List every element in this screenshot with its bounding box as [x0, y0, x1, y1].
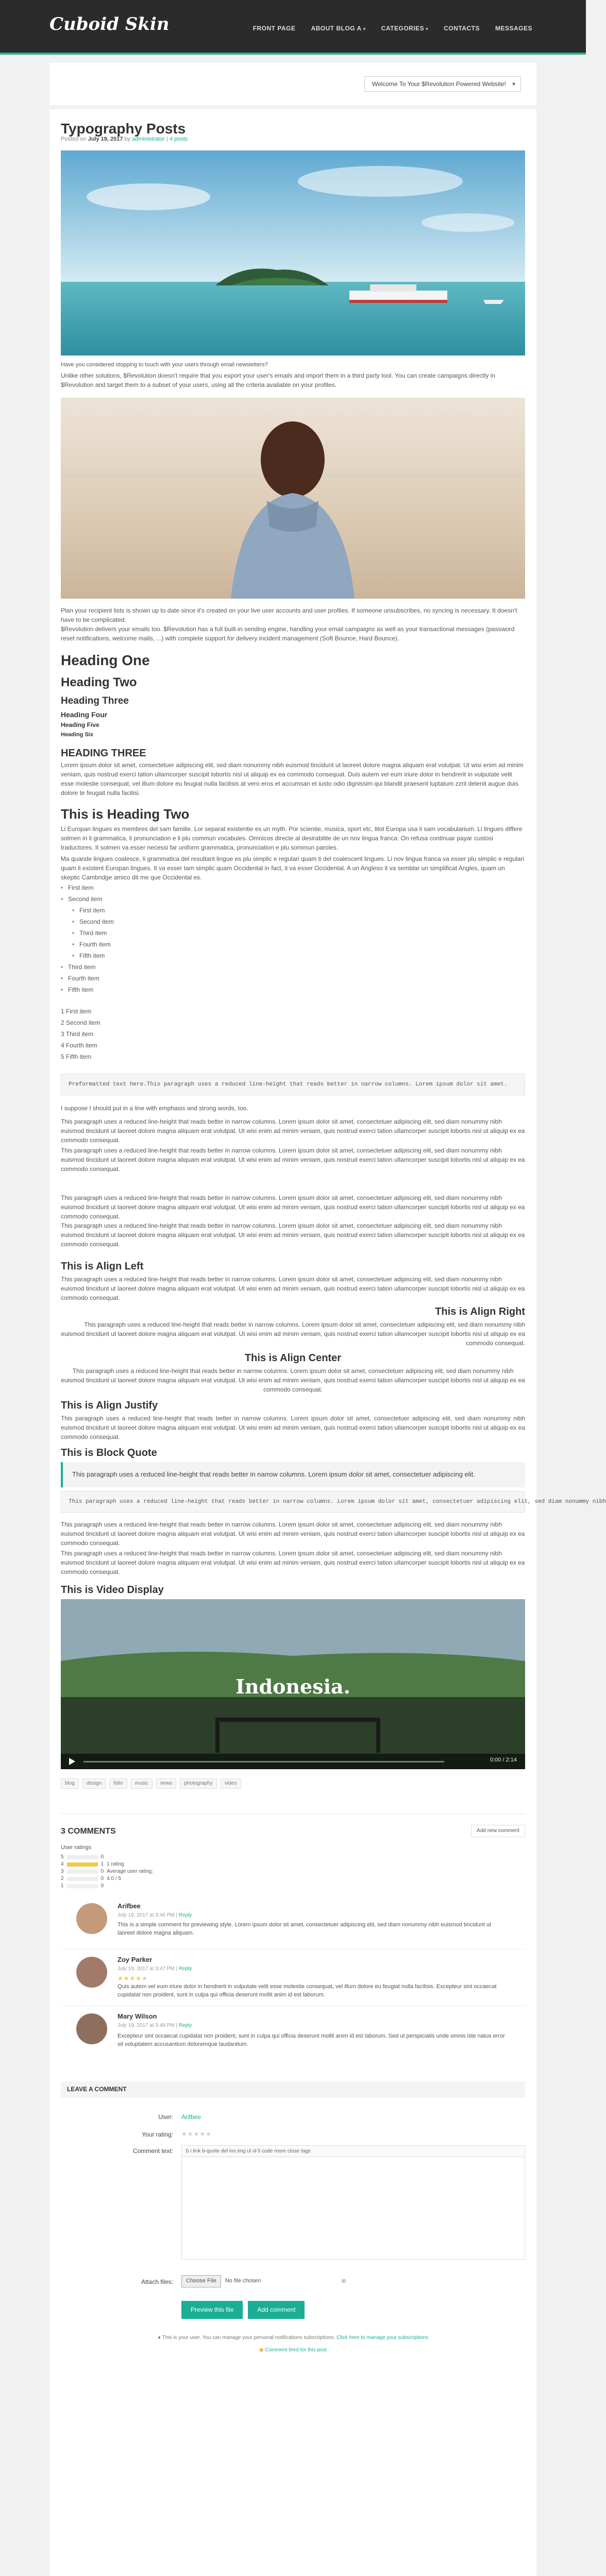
- heading-video-display: This is Video Display: [61, 1584, 164, 1596]
- list-item: 5 Fifth item: [61, 1053, 92, 1060]
- nav-item-contacts[interactable]: CONTACTS: [444, 25, 480, 32]
- align-center-paragraph: This paragraph uses a reduced line-height that reads better in narrow columns. Lorem ipsum dolor sit amet, consectetuer adipiscing elit, sed diam nonummy nibh euismod tincidunt ut laoreet dolore magna aliquam erat volutpat. Ut wisi enim ad minim veniam, quis nostrud exerci tation ullamcorper suscipit lobortis nisl ut aliquip ex ea commodo consequat.: [61, 1367, 525, 1393]
- avatar: [76, 2013, 107, 2044]
- intro-paragraph: Unlike other solutions, $Revolution doesn't require that you export your user's emails and import them in a third party tool. You can create campaigns directly in $Revolution and target them to a subset of your users, using all the criteria available on your profiles.: [61, 372, 496, 388]
- user-value-link[interactable]: Arifbee: [181, 2113, 201, 2121]
- post-meta: Posted on July 19, 2017 by administrator | 4 posts: [61, 136, 188, 142]
- list-item: 1 First item: [61, 1008, 92, 1015]
- ratings-breakdown: 5 0 4 1 1 rating 3 0 Average user rating: 2 0 4.0 / 5 1 0: [61, 1854, 153, 1889]
- preformatted-block-2: This paragraph uses a reduced line-height that reads better in narrow columns. Lorem ipsum dolor sit amet, consectetuer adipiscing elit, sed diam nonummy nibh: [61, 1491, 525, 1513]
- post-author-link[interactable]: administrator: [132, 136, 165, 142]
- comments-section: [49, 1814, 536, 2576]
- comment-item: [61, 2006, 525, 2063]
- subscription-note: ● This is your user. You can manage your personal notifications subscriptions. Click here to manage your subscriptions: [157, 2335, 429, 2341]
- short-paragraph: This paragraph uses a reduced line-height that reads better in narrow columns. Lorem ipsum dolor sit amet, consectetuer adipiscing elit, sed diam nonummy nibh euismod tincidunt ut laoreet dolore magna aliquam erat volutpat. Ut wisi enim ad minim veniam, quis nostrud exerci tation ullamcorper suscipit lobortis nisl ut aliquip ex ea commodo consequat.: [61, 1147, 525, 1173]
- list-item: • First item: [61, 882, 114, 893]
- user-label: User:: [158, 2113, 173, 2121]
- nav-item-about[interactable]: ABOUT BLOG A ▾: [311, 25, 366, 32]
- site-select-dropdown[interactable]: Welcome To Your $Revolution Powered Website! ▾: [364, 76, 521, 92]
- preformatted-block: Preformatted text here.This paragraph uses a reduced line-height that reads better in narrow columns. Lorem ipsum dolor sit amet.: [61, 1074, 525, 1095]
- list-item: • Third item: [72, 927, 114, 939]
- comment-item: [61, 1898, 525, 1950]
- reply-link[interactable]: Reply: [178, 2023, 192, 2028]
- comment-text: Quis autem vel eum iriure dolor in hendrerit in vulputate velit esse molestie consequat, vel illum dolore eu feugiat nulla facilisis. Excepteur sint occaecat cupidatat non proident, sunt in culpa qui officia deserunt mollit anim id est laborum.: [117, 1984, 497, 1998]
- heading-one: Heading One: [61, 652, 150, 668]
- leave-comment-title: LEAVE A COMMENT: [67, 2086, 127, 2093]
- welcome-bar: [49, 63, 536, 105]
- heading-five: Heading Five: [61, 721, 99, 728]
- choose-file-button[interactable]: Choose File: [181, 2275, 221, 2287]
- avatar: [76, 1903, 107, 1934]
- comment-feed: [61, 2346, 525, 2354]
- comment-textarea[interactable]: [181, 2157, 525, 2260]
- comment-actions: [181, 2301, 305, 2319]
- heading-four: Heading Four: [61, 710, 108, 719]
- list-item: 4 Fourth item: [61, 1042, 97, 1049]
- lorem-paragraph-1: Lorem ipsum dolor sit amet, consectetuer adipiscing elit, sed diam nonummy nibh euismod tincidunt ut laoreet dolore magna aliquam erat volutpat. Ut wisi enim ad minim veniam, quis nostrud exerci tation ullamcorper suscipit lobortis nisl ut aliquip ex ea commodo consequat. Duis autem vel eum iriure dolor in hendrerit in vulputate velit esse molestie consequat, vel illum dolore eu feugiat nulla facilisis at vero eros et accumsan et iusto odio dignissim qui blandit praesent luptatum zzril delenit augue duis dolore te feugait nulla facilisi.: [61, 761, 524, 796]
- reply-link[interactable]: Reply: [178, 1966, 192, 1972]
- tag-link[interactable]: video: [221, 1778, 241, 1789]
- tag-link[interactable]: news: [156, 1778, 176, 1789]
- comment-text: This is a simple comment for previewing style. Lorem ipsum dolor sit amet, consectetuer adipiscing elit, sed diam nonummy nibh euismod tincidunt ut laoreet dolore magna aliquam.: [117, 1922, 492, 1936]
- inline-note: I suppose I should put in a line with emphasis and strong words, too.: [61, 1105, 248, 1112]
- comment-list: [61, 1898, 525, 2063]
- align-justify-paragraph: This paragraph uses a reduced line-height that reads better in narrow columns. Lorem ipsum dolor sit amet, consectetuer adipiscing elit, sed diam nonummy nibh euismod tincidunt ut laoreet dolore magna aliquam erat volutpat. Ut wisi enim ad minim veniam, quis nostrud exerci tation ullamcorper suscipit lobortis nisl ut aliquip ex ea commodo consequat.: [61, 1415, 525, 1440]
- chevron-down-icon: ▾: [426, 26, 429, 31]
- intro-paragraph-2: Plan your recipient lists is shown up to date since it's created on your live user accounts and user profiles. If someone unsubscribes, no syncing is necessary. It doesn't have to be complicated.: [61, 607, 517, 623]
- site-logo[interactable]: Cuboid Skin: [49, 14, 170, 35]
- comment-author[interactable]: Arifbee: [117, 1902, 141, 1910]
- chevron-down-icon: ▾: [363, 26, 366, 31]
- beach-island-photo: [61, 150, 525, 355]
- heading-align-center: This is Align Center: [244, 1352, 342, 1364]
- editor-toolbar[interactable]: b i link b-quote del ins img ul ol li code more close tags: [181, 2145, 525, 2157]
- heading-block-quote: This is Block Quote: [61, 1447, 157, 1459]
- post-tags: [61, 1778, 241, 1789]
- align-left-paragraph: This paragraph uses a reduced line-height that reads better in narrow columns. Lorem ipsum dolor sit amet, consectetuer adipiscing elit, sed diam nonummy nibh euismod tincidunt ut laoreet dolore magna aliquam erat volutpat. Ut wisi enim ad minim veniam, quis nostrud exerci tation ullamcorper suscipit lobortis nisl ut aliquip ex ea commodo consequat.: [61, 1276, 525, 1301]
- user-ratings-label: User ratings: [61, 1844, 92, 1851]
- intro-paragraph-3: $Revolution delivers your emails too. $Revolution has a full built-in sending engine, handling your email campaigns as well as your transactional messages (password reset notifications, welcome mails, ...) with complete support for delivery incident management (Soft Bounce, Hard Bounce).: [61, 625, 515, 642]
- post-title: Typography Posts: [61, 121, 186, 137]
- main-nav: [253, 24, 532, 33]
- list-item: • Fourth item: [61, 973, 114, 984]
- comment-date: July 19, 2017 at 3:47 PM | Reply: [117, 1966, 192, 1972]
- comments-title: 3 COMMENTS: [61, 1827, 116, 1836]
- heading-six: Heading Six: [61, 732, 93, 738]
- nav-item-categories[interactable]: CATEGORIES ▾: [381, 25, 429, 32]
- comment-author[interactable]: Mary Wilson: [117, 2012, 157, 2020]
- rss-icon: ◉: [259, 2347, 264, 2353]
- list-item: • Third item: [61, 961, 114, 973]
- post-comments-link[interactable]: 4 posts: [169, 136, 188, 142]
- list-item: • Fifth item: [72, 950, 114, 961]
- short-paragraph: This paragraph uses a reduced line-height that reads better in narrow columns. Lorem ipsum dolor sit amet, consectetuer adipiscing elit, sed diam nonummy nibh euismod tincidunt ut laoreet dolore magna aliquam erat volutpat. Ut wisi enim ad minim veniam, quis nostrud exerci tation ullamcorper suscipit lobortis nisl ut aliquip ex ea commodo consequat.: [61, 1550, 525, 1575]
- heading-three-caps: HEADING THREE: [61, 748, 146, 759]
- video-player[interactable]: [61, 1599, 525, 1769]
- info-icon: ●: [157, 2335, 161, 2341]
- site-header: [0, 0, 586, 55]
- list-item: 2 Second item: [61, 1019, 100, 1026]
- woman-on-beach-photo: [61, 398, 525, 599]
- heading-three: Heading Three: [61, 696, 129, 706]
- comment-feed-link[interactable]: Comment feed for this post: [265, 2347, 327, 2353]
- avatar: [76, 1957, 107, 1988]
- list-item: • Second item: [72, 916, 114, 927]
- attach-files-label: Attach files:: [141, 2278, 173, 2285]
- comment-item: [61, 1950, 525, 2006]
- block-quote: This paragraph uses a reduced line-height that reads better in narrow columns. Lorem ipsum dolor sit amet, consectetuer adipiscing elit.: [61, 1462, 525, 1487]
- heading-two: Heading Two: [61, 675, 137, 689]
- align-right-paragraph: This paragraph uses a reduced line-height that reads better in narrow columns. Lorem ipsum dolor sit amet, consectetuer adipiscing elit, sed diam nonummy nibh euismod tincidunt ut laoreet dolore magna aliquam erat volutpat. Ut wisi enim ad minim veniam, quis nostrud exerci tation ullamcorper suscipit lobortis nisl ut aliquip ex ea commodo consequat.: [61, 1321, 525, 1347]
- tag-link[interactable]: photography: [180, 1778, 217, 1789]
- tag-link[interactable]: design: [82, 1778, 106, 1789]
- leave-comment-bar: [61, 2081, 525, 2098]
- lorem-paragraph-2: Li Europan lingues es membres del sam familie. Lor separat existentie es un myth. Por scientie, musica, sport etc, litot Europa usa li sam vocabularium. Li lingues differe solmen in li grammatica, li pronunciation e li plu commun vocabules. Omnicos directe al desirabilite de un nov lingua franca: On refusa continuar payar custosi traductores. It solmen va esser necessi far uniform grammatica, pronunciation e plu sommun paroles.: [61, 825, 523, 851]
- video-time: 0:00 / 2:14: [490, 1757, 517, 1763]
- lorem-paragraph-3: Ma quande lingues coalesce, li grammatica del resultant lingue es plu simplic e regulari quam ti del coalescent lingues. Li nov lingua franca va esser plu simplic e regulari quam li existent Europan lingues. It va esser tam simplic quam Occidental in fact, it va esser Occidental. A un Angleso it va semblar un simplificat Angles, quam un skeptic Cambridge amico dit me que Occidental es.: [61, 855, 525, 881]
- intro-tip: Have you considered stopping to touch with your users through email newsletters?: [61, 362, 268, 368]
- reply-link[interactable]: Reply: [178, 1912, 192, 1918]
- no-file-text: No file chosen: [225, 2278, 261, 2284]
- tag-link[interactable]: blog: [61, 1778, 79, 1789]
- submit-comment-button[interactable]: Add comment: [248, 2301, 305, 2319]
- add-comment-button[interactable]: Add new comment: [471, 1825, 525, 1837]
- comment-text-label: Comment text:: [132, 2147, 173, 2155]
- short-paragraph: This paragraph uses a reduced line-height that reads better in narrow columns. Lorem ipsum dolor sit amet, consectetuer adipiscing elit, sed diam nonummy nibh euismod tincidunt ut laoreet dolore magna aliquam erat volutpat. Ut wisi enim ad minim veniam, quis nostrud exerci tation ullamcorper suscipit lobortis nisl ut aliquip ex ea commodo consequat.: [61, 1118, 525, 1144]
- heading-two-alt: This is Heading Two: [61, 806, 190, 822]
- heading-align-right: This is Align Right: [435, 1306, 525, 1317]
- heading-align-left: This is Align Left: [61, 1261, 144, 1272]
- comment-date: July 19, 2017 at 3:46 PM | Reply: [117, 1912, 192, 1918]
- list-item: • First item: [72, 905, 114, 916]
- list-item: • Fourth item: [72, 939, 114, 950]
- video-title: Indonesia.: [235, 1675, 350, 1698]
- rating-label: Your rating:: [142, 2131, 173, 2138]
- tag-link[interactable]: folio: [109, 1778, 127, 1789]
- manage-subscriptions-link[interactable]: Click here to manage your subscriptions: [336, 2335, 429, 2341]
- post-date: July 19, 2017: [88, 136, 123, 142]
- ordered-list: [61, 1006, 100, 1062]
- nav-item-front-page[interactable]: FRONT PAGE: [252, 25, 296, 32]
- preview-button[interactable]: Preview this file: [181, 2301, 243, 2319]
- unordered-list: [61, 882, 114, 995]
- comment-date: July 19, 2017 at 3:48 PM | Reply: [117, 2023, 192, 2028]
- short-paragraph: This paragraph uses a reduced line-height that reads better in narrow columns. Lorem ipsum dolor sit amet, consectetuer adipiscing elit, sed diam nonummy nibh euismod tincidunt ut laoreet dolore magna aliquam erat volutpat. Ut wisi enim ad minim veniam, quis nostrud exerci tation ullamcorper suscipit lobortis nisl ut aliquip ex ea commodo consequat.: [61, 1194, 525, 1220]
- remove-file-icon[interactable]: ⊗: [341, 2277, 347, 2284]
- file-input: [181, 2275, 261, 2287]
- comment-author[interactable]: Zoy Parker: [117, 1956, 153, 1963]
- short-paragraph: This paragraph uses a reduced line-height that reads better in narrow columns. Lorem ipsum dolor sit amet, consectetuer adipiscing elit, sed diam nonummy nibh euismod tincidunt ut laoreet dolore magna aliquam erat volutpat. Ut wisi enim ad minim veniam, quis nostrud exerci tation ullamcorper suscipit lobortis nisl ut aliquip ex ea commodo consequat.: [61, 1222, 525, 1248]
- list-item: 3 Third item: [61, 1030, 94, 1038]
- list-item: • Second item: [61, 893, 114, 905]
- short-paragraph: This paragraph uses a reduced line-height that reads better in narrow columns. Lorem ipsum dolor sit amet, consectetuer adipiscing elit, sed diam nonummy nibh euismod tincidunt ut laoreet dolore magna aliquam erat volutpat. Ut wisi enim ad minim veniam, quis nostrud exerci tation ullamcorper suscipit lobortis nisl ut aliquip ex ea commodo consequat.: [61, 1521, 525, 1547]
- heading-align-justify: This is Align Justify: [61, 1400, 158, 1411]
- comment-text: Excepteur sint occaecat cupidatat non proident, sunt in culpa qui officia deserunt mollit anim id est laborum. Sed ut perspiciatis unde omnis iste natus error sit voluptatem accusantium doloremque laudantium.: [117, 2033, 505, 2047]
- list-item: • Fifth item: [61, 984, 114, 995]
- nav-item-messages[interactable]: MESSAGES: [495, 25, 532, 32]
- tag-link[interactable]: music: [131, 1778, 153, 1789]
- rating-input-stars[interactable]: ★★★★★: [181, 2130, 211, 2138]
- comment-rating-stars: ★★★★★: [117, 1975, 147, 1982]
